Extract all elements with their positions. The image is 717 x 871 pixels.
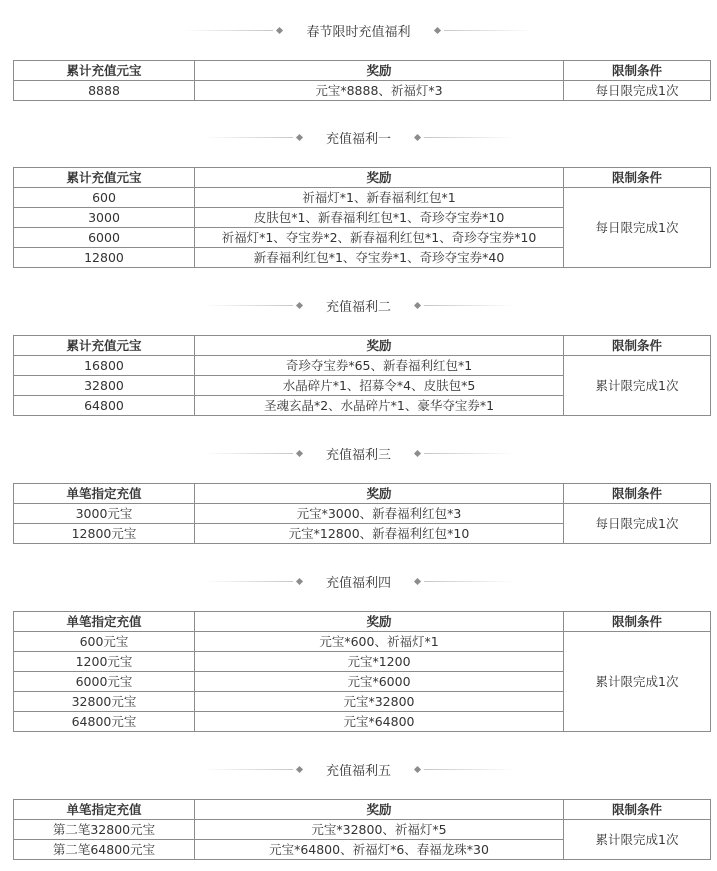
- header-amount: 单笔指定充值: [14, 800, 195, 820]
- cell-amount: 1200元宝: [14, 652, 195, 672]
- cell-reward: 元宝*64800: [195, 712, 564, 732]
- cell-amount: 32800元宝: [14, 692, 195, 712]
- section-title-text: 充值福利五: [325, 763, 391, 779]
- header-limit: 限制条件: [564, 800, 711, 820]
- cell-amount: 32800: [14, 376, 195, 396]
- header-reward: 奖励: [195, 800, 564, 820]
- cell-amount: 第二笔64800元宝: [14, 840, 195, 860]
- cell-reward: 元宝*32800: [195, 692, 564, 712]
- cell-amount: 3000元宝: [14, 504, 195, 524]
- diamond-icon: [414, 577, 421, 584]
- reward-table-3: [13, 483, 711, 544]
- cell-reward: 元宝*32800、祈福灯*5: [195, 820, 564, 840]
- header-amount: 单笔指定充值: [14, 484, 195, 504]
- cell-amount: 12800: [14, 248, 195, 268]
- cell-reward: 水晶碎片*1、招募令*4、皮肤包*5: [195, 376, 564, 396]
- cell-reward: 元宝*600、祈福灯*1: [195, 632, 564, 652]
- table-header-row: [14, 61, 711, 81]
- section-title-2: [0, 295, 717, 315]
- cell-limit: 每日限完成1次: [564, 188, 711, 268]
- table-header-row: [14, 612, 711, 632]
- table-header-row: [14, 168, 711, 188]
- cell-reward: 新春福利红包*1、夺宝券*1、奇珍夺宝券*40: [195, 248, 564, 268]
- section-title-spring: [0, 20, 717, 40]
- cell-limit: 累计限完成1次: [564, 632, 711, 732]
- cell-amount: 6000元宝: [14, 672, 195, 692]
- section-title-text: 充值福利三: [325, 447, 391, 463]
- header-limit: 限制条件: [564, 336, 711, 356]
- cell-limit: 每日限完成1次: [564, 504, 711, 544]
- table-row: [14, 81, 711, 101]
- reward-table-4: [13, 611, 711, 732]
- cell-amount: 64800元宝: [14, 712, 195, 732]
- table-row: [14, 504, 711, 524]
- diamond-icon: [296, 449, 303, 456]
- header-reward: 奖励: [195, 484, 564, 504]
- cell-reward: 祈福灯*1、夺宝券*2、新春福利红包*1、奇珍夺宝券*10: [195, 228, 564, 248]
- table-header-row: [14, 800, 711, 820]
- header-amount: 累计充值元宝: [14, 336, 195, 356]
- cell-reward: 祈福灯*1、新春福利红包*1: [195, 188, 564, 208]
- header-reward: 奖励: [195, 612, 564, 632]
- header-amount: 累计充值元宝: [14, 168, 195, 188]
- section-title-1: [0, 127, 717, 147]
- section-title-text: 充值福利二: [325, 299, 391, 315]
- header-amount: 单笔指定充值: [14, 612, 195, 632]
- section-title-text: 春节限时充值福利: [306, 24, 411, 40]
- section-title-5: [0, 759, 717, 779]
- cell-reward: 元宝*6000: [195, 672, 564, 692]
- section-title-text: 充值福利一: [325, 131, 391, 147]
- header-limit: 限制条件: [564, 61, 711, 81]
- table-row: [14, 356, 711, 376]
- section-title-4: [0, 571, 717, 591]
- header-limit: 限制条件: [564, 168, 711, 188]
- table-row: [14, 632, 711, 652]
- reward-table-5: [13, 799, 711, 860]
- cell-amount: 6000: [14, 228, 195, 248]
- cell-amount: 第二笔32800元宝: [14, 820, 195, 840]
- diamond-icon: [414, 301, 421, 308]
- table-header-row: [14, 484, 711, 504]
- diamond-icon: [296, 765, 303, 772]
- header-limit: 限制条件: [564, 484, 711, 504]
- reward-table-2: [13, 335, 711, 416]
- cell-amount: 12800元宝: [14, 524, 195, 544]
- cell-reward: 圣魂玄晶*2、水晶碎片*1、豪华夺宝券*1: [195, 396, 564, 416]
- cell-amount: 64800: [14, 396, 195, 416]
- section-title-text: 充值福利四: [325, 575, 391, 591]
- reward-table-spring: [13, 60, 711, 101]
- cell-limit: 累计限完成1次: [564, 820, 711, 860]
- cell-reward: 奇珍夺宝券*65、新春福利红包*1: [195, 356, 564, 376]
- diamond-icon: [276, 26, 283, 33]
- cell-limit: 累计限完成1次: [564, 356, 711, 416]
- cell-amount: 3000: [14, 208, 195, 228]
- diamond-icon: [296, 577, 303, 584]
- cell-amount: 600: [14, 188, 195, 208]
- cell-reward: 皮肤包*1、新春福利红包*1、奇珍夺宝券*10: [195, 208, 564, 228]
- cell-amount: 16800: [14, 356, 195, 376]
- table-header-row: [14, 336, 711, 356]
- cell-limit: 每日限完成1次: [564, 81, 711, 101]
- header-limit: 限制条件: [564, 612, 711, 632]
- header-reward: 奖励: [195, 168, 564, 188]
- diamond-icon: [414, 133, 421, 140]
- cell-reward: 元宝*64800、祈福灯*6、春福龙珠*30: [195, 840, 564, 860]
- header-amount: 累计充值元宝: [14, 61, 195, 81]
- table-row: [14, 820, 711, 840]
- cell-reward: 元宝*1200: [195, 652, 564, 672]
- cell-reward: 元宝*12800、新春福利红包*10: [195, 524, 564, 544]
- diamond-icon: [296, 301, 303, 308]
- diamond-icon: [414, 765, 421, 772]
- section-title-3: [0, 443, 717, 463]
- diamond-icon: [296, 133, 303, 140]
- header-reward: 奖励: [195, 61, 564, 81]
- reward-table-1: [13, 167, 711, 268]
- cell-reward: 元宝*8888、祈福灯*3: [195, 81, 564, 101]
- diamond-icon: [414, 449, 421, 456]
- diamond-icon: [433, 26, 440, 33]
- header-reward: 奖励: [195, 336, 564, 356]
- cell-amount: 8888: [14, 81, 195, 101]
- cell-amount: 600元宝: [14, 632, 195, 652]
- cell-reward: 元宝*3000、新春福利红包*3: [195, 504, 564, 524]
- table-row: [14, 188, 711, 208]
